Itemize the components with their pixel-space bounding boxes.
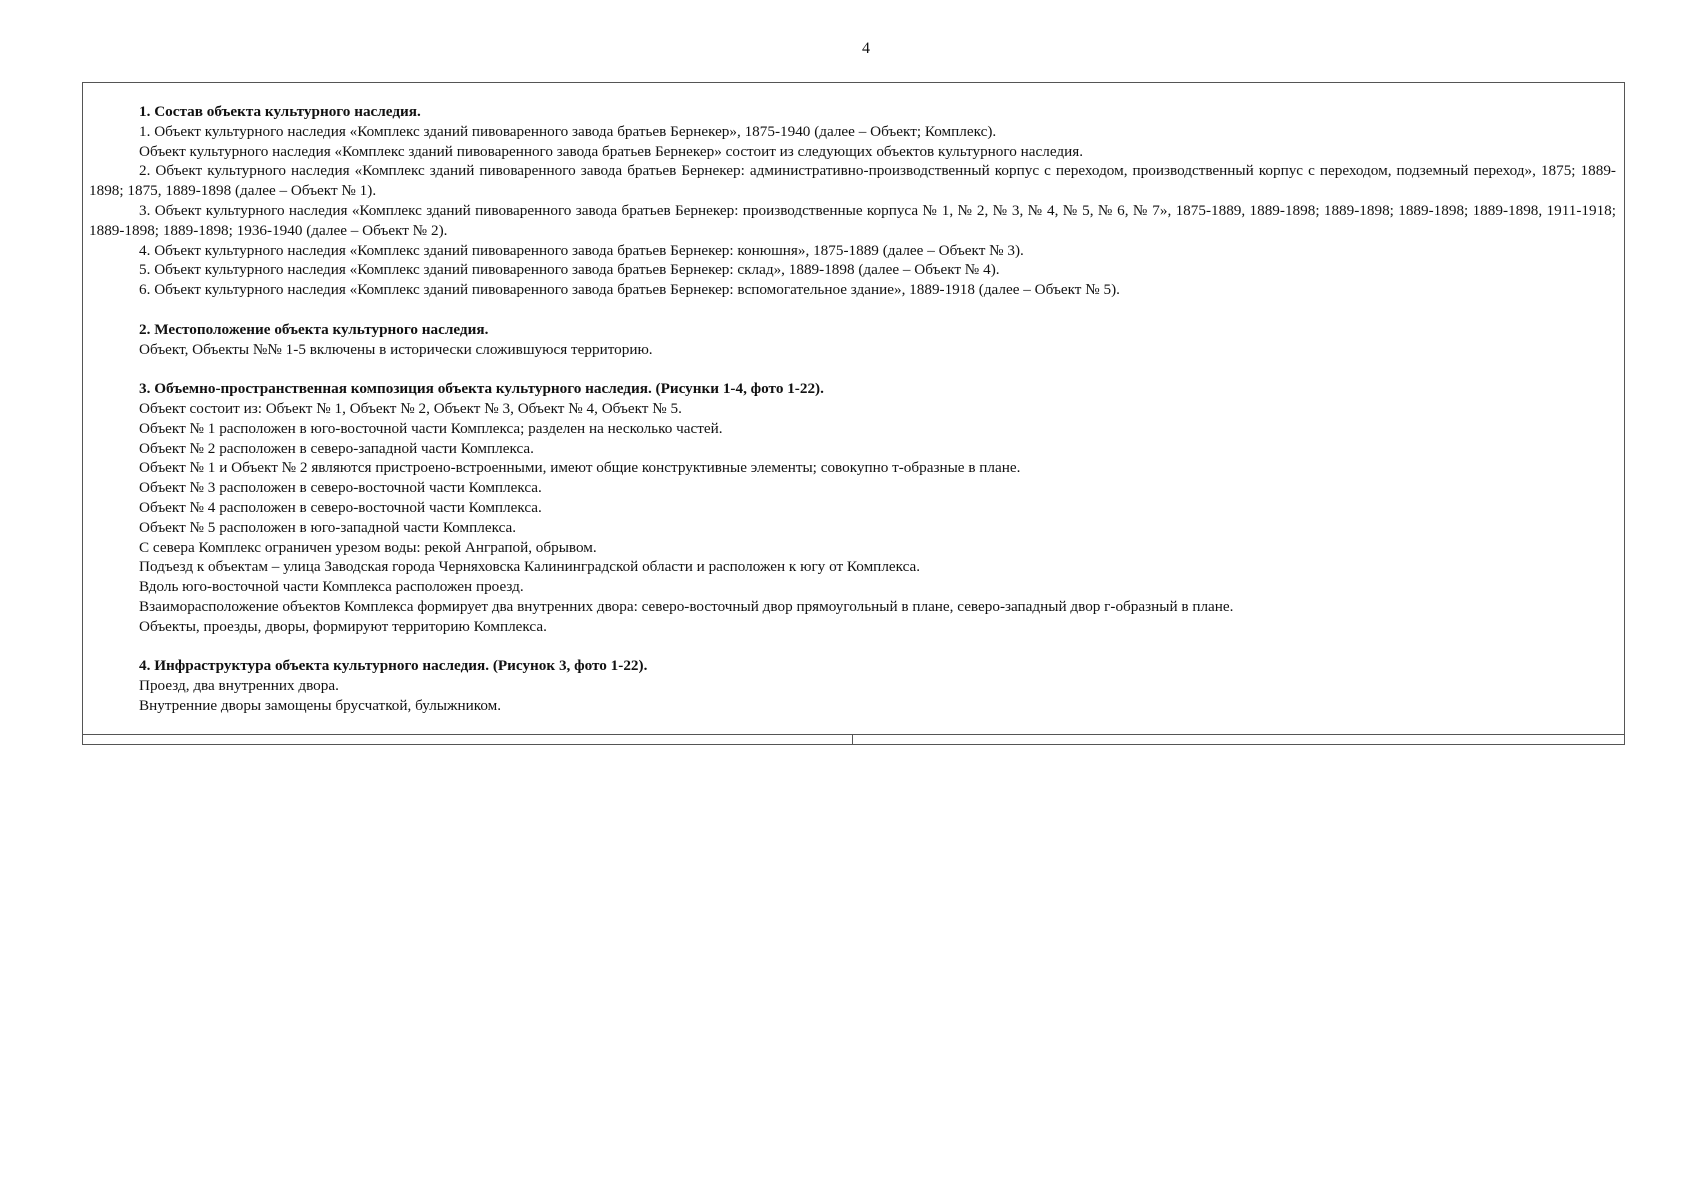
section-gap — [89, 359, 1616, 379]
section-1-line-4: 3. Объект культурного наследия «Комплекс зданий пивоваренного завода братьев Бернекер: производственные корпуса № 1, № 2, № 3, № 4, № 5, № 6, № 7», 1875-1889, 1889-1898; 1889-1898; 1889-1898; 1889-1898, 1911-1918; 1889-1898; 1889-1898; 1936-1940 (далее – Объект № 2). — [89, 201, 1616, 239]
section-3-line-1: Объект состоит из: Объект № 1, Объект № 2, Объект № 3, Объект № 4, Объект № 5. — [139, 399, 682, 417]
section-gap — [89, 637, 1616, 657]
section-3-line-4: Объект № 1 и Объект № 2 являются пристроено-встроенными, имеют общие конструктивные элементы; совокупно т-образные в плане. — [139, 459, 1021, 477]
page-number: 4 — [862, 40, 870, 57]
section-3-heading: 3. Объемно-пространственная композиция объекта культурного наследия. (Рисунки 1-4, фото 1-22). — [139, 380, 824, 398]
section-1-line-6: 5. Объект культурного наследия «Комплекс зданий пивоваренного завода братьев Бернекер: склад», 1889-1898 (далее – Объект № 4). — [139, 261, 1000, 279]
section-3-line-9: Подъезд к объектам – улица Заводская города Черняховска Калининградской области и расположен к югу от Комплекса. — [139, 558, 921, 576]
section-4-heading: 4. Инфраструктура объекта культурного наследия. (Рисунок 3, фото 1-22). — [139, 657, 648, 675]
section-gap — [89, 300, 1616, 320]
footer-divider — [852, 734, 853, 744]
section-1-heading: 1. Состав объекта культурного наследия. — [139, 103, 421, 120]
section-3-line-8: С севера Комплекс ограничен урезом воды: рекой Анграпой, обрывом. — [139, 538, 597, 556]
section-3-line-2: Объект № 1 расположен в юго-восточной части Комплекса; разделен на несколько частей. — [139, 419, 723, 437]
document-body — [89, 102, 1616, 716]
section-3-line-3: Объект № 2 расположен в северо-западной части Комплекса. — [139, 439, 534, 457]
section-1-line-7: 6. Объект культурного наследия «Комплекс зданий пивоваренного завода братьев Бернекер: вспомогательное здание», 1889-1918 (далее – Объект № 5). — [139, 281, 1120, 299]
section-1-line-5: 4. Объект культурного наследия «Комплекс зданий пивоваренного завода братьев Бернекер: конюшня», 1875-1889 (далее – Объект № 3). — [139, 241, 1024, 259]
section-1-line-1: 1. Объект культурного наследия «Комплекс зданий пивоваренного завода братьев Бернекер», 1875-1940 (далее – Объект; Комплекс). — [139, 122, 997, 140]
section-1-line-2: Объект культурного наследия «Комплекс зданий пивоваренного завода братьев Бернекер» состоит из следующих объектов культурного наследия. — [139, 142, 1083, 160]
section-3-line-5: Объект № 3 расположен в северо-восточной части Комплекса. — [139, 479, 542, 497]
section-3-line-12: Объекты, проезды, дворы, формируют территорию Комплекса. — [139, 617, 547, 635]
section-4-line-2: Внутренние дворы замощены брусчаткой, булыжником. — [139, 696, 502, 714]
section-4-line-1: Проезд, два внутренних двора. — [139, 677, 339, 695]
section-3-line-10: Вдоль юго-восточной части Комплекса расположен проезд. — [139, 578, 524, 596]
section-1-line-3: 2. Объект культурного наследия «Комплекс зданий пивоваренного завода братьев Бернекер: административно-производственный корпус с переходом, производственный корпус с переходом, подземный переход», 1875; 1889-1898; 1875, 1889-1898 (далее – Объект № 1). — [89, 162, 1616, 200]
frame-footer-row — [82, 734, 1625, 745]
section-3-line-11: Взаиморасположение объектов Комплекса формирует два внутренних двора: северо-восточный двор прямоугольный в плане, северо-западный двор г-образный в плане. — [139, 597, 1234, 615]
section-2-line-1: Объект, Объекты №№ 1-5 включены в исторически сложившуюся территорию. — [139, 340, 653, 358]
section-3-line-6: Объект № 4 расположен в северо-восточной части Комплекса. — [139, 498, 542, 516]
section-3-line-7: Объект № 5 расположен в юго-западной части Комплекса. — [139, 518, 517, 536]
section-2-heading: 2. Местоположение объекта культурного наследия. — [139, 320, 489, 338]
